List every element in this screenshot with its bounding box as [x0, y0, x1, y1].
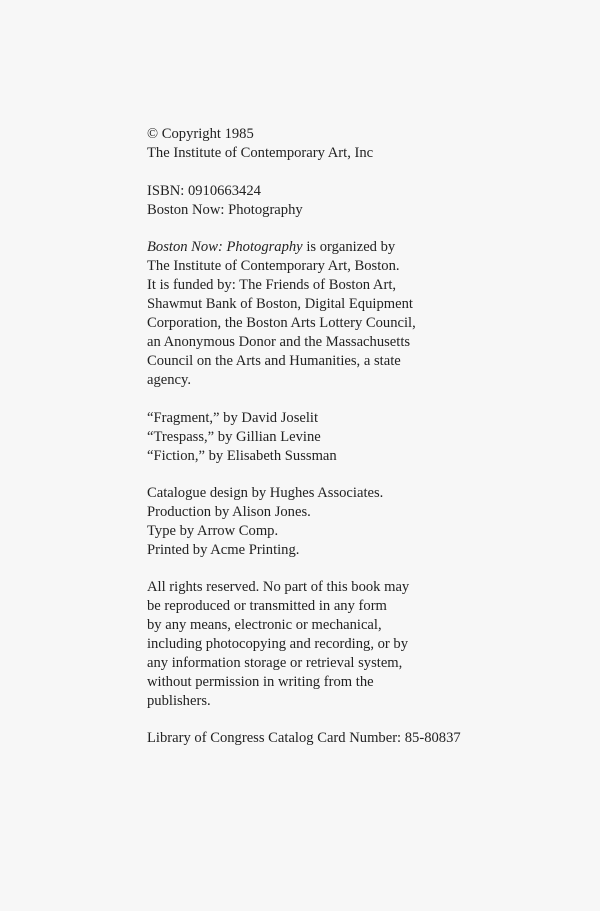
isbn-line: ISBN: 0910663424 [147, 183, 261, 199]
library-catalog-block [147, 729, 567, 748]
rights-line: publishers. [147, 693, 211, 709]
organizer-first-line [147, 238, 567, 257]
production-credit: Printed by Acme Printing. [147, 542, 300, 558]
organizer-line: Corporation, the Boston Arts Lottery Council, [147, 315, 416, 331]
publisher-line: The Institute of Contemporary Art, Inc [147, 145, 374, 161]
rights-line: without permission in writing from the [147, 674, 374, 690]
production-credits-block [147, 484, 567, 560]
rights-line: including photocopying and recording, or by [147, 636, 409, 652]
isbn-block [147, 182, 567, 220]
copyright-text-column [147, 125, 567, 748]
essay-credit: “Fiction,” by Elisabeth Sussman [147, 448, 337, 464]
organizer-line: agency. [147, 372, 192, 388]
rights-block [147, 578, 567, 711]
rights-line: be reproduced or transmitted in any form [147, 598, 387, 614]
organizer-line: It is funded by: The Friends of Boston Art, [147, 277, 397, 293]
catalog-card-number: Library of Congress Catalog Card Number: 85-80837 [147, 730, 461, 746]
organizer-first-line-rest: is organized by [302, 239, 396, 255]
production-credit: Type by Arrow Comp. [147, 523, 279, 539]
copyright-line: © Copyright 1985 [147, 126, 254, 142]
organizer-line: Council on the Arts and Humanities, a state [147, 353, 401, 369]
essays-block [147, 409, 567, 466]
essay-credit: “Fragment,” by David Joselit [147, 410, 319, 426]
organizer-line: an Anonymous Donor and the Massachusetts [147, 334, 411, 350]
production-credit: Production by Alison Jones. [147, 504, 311, 520]
production-credit: Catalogue design by Hughes Associates. [147, 485, 384, 501]
rights-line: any information storage or retrieval system, [147, 655, 403, 671]
essay-credit: “Trespass,” by Gillian Levine [147, 429, 321, 445]
organizer-line: The Institute of Contemporary Art, Boston. [147, 258, 400, 274]
copyright-block [147, 125, 567, 163]
book-title-line: Boston Now: Photography [147, 202, 303, 218]
organizer-block [147, 238, 567, 390]
rights-line: by any means, electronic or mechanical, [147, 617, 382, 633]
rights-line: All rights reserved. No part of this book may [147, 579, 410, 595]
organizer-line: Shawmut Bank of Boston, Digital Equipment [147, 296, 413, 312]
exhibition-title: Boston Now: Photography [147, 239, 303, 255]
